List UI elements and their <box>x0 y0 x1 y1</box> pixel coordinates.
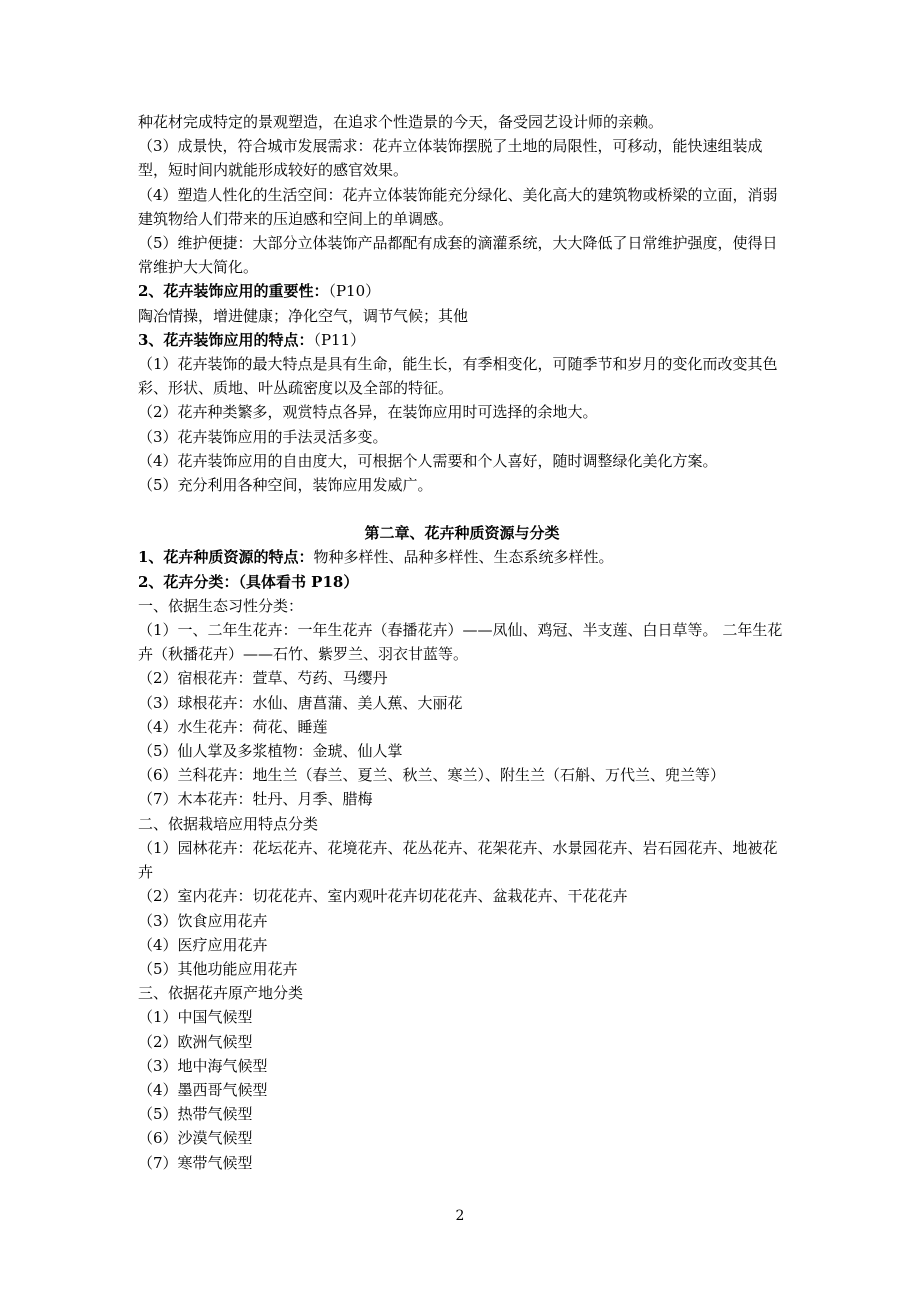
page-reference: （P10） <box>328 282 381 301</box>
subheading: 一、依据生态习性分类： <box>138 596 304 615</box>
list-item: （6）兰科花卉：地生兰（春兰、夏兰、秋兰、寒兰）、附生兰（石斛、万代兰、兜兰等） <box>138 766 726 785</box>
list-item: （2）欧洲气候型 <box>138 1032 253 1051</box>
list-item: （7）寒带气候型 <box>138 1153 253 1172</box>
list-item: （3）球根花卉：水仙、唐菖蒲、美人蕉、大丽花 <box>138 693 463 712</box>
paragraph: （5）维护便捷：大部分立体装饰产品都配有成套的滴灌系统，大大降低了日常维护强度，使得日常维护大大简化。 <box>138 234 778 277</box>
heading-text: 1、花卉种质资源的特点： <box>138 548 314 567</box>
section-heading-classification: 2、花卉分类：（具体看书 P18） <box>138 572 359 591</box>
page-reference: （P11） <box>313 330 366 349</box>
paragraph: 种花材完成特定的景观塑造，在追求个性造景的今天，备受园艺设计师的亲赖。 <box>138 113 664 131</box>
subheading: 三、依据花卉原产地分类 <box>138 984 304 1003</box>
section-heading-features <box>138 328 786 352</box>
paragraph: （3）成景快，符合城市发展需求：花卉立体装饰摆脱了土地的局限性，可移动，能快速组装成型，短时间内就能形成较好的感官效果。 <box>138 137 763 180</box>
list-item: （5）其他功能应用花卉 <box>138 959 298 978</box>
section-heading-resources <box>138 545 786 569</box>
list-item: （5）仙人掌及多浆植物：金琥、仙人掌 <box>138 742 403 761</box>
list-item: （1）中国气候型 <box>138 1008 253 1027</box>
paragraph-text: 物种多样性、品种多样性、生态系统多样性。 <box>313 548 614 567</box>
list-item: （4）墨西哥气候型 <box>138 1080 268 1099</box>
list-item: （3）花卉装饰应用的手法灵活多变。 <box>138 427 388 446</box>
paragraph: （4）塑造人性化的生活空间：花卉立体装饰能充分绿化、美化高大的建筑物或桥梁的立面，消弱建筑物给人们带来的压迫感和空间上的单调感。 <box>138 185 778 228</box>
list-item: （1）一、二年生花卉：一年生花卉（春播花卉）——凤仙、鸡冠、半支莲、白日草等。 二年生花卉（秋播花卉）——石竹、紫罗兰、羽衣甘蓝等。 <box>138 621 783 664</box>
paragraph: 陶冶情操，增进健康；净化空气，调节气候；其他 <box>138 306 469 325</box>
list-item: （4）花卉装饰应用的自由度大，可根据个人需要和个人喜好，随时调整绿化美化方案。 <box>138 451 718 470</box>
chapter-title: 第二章、花卉种质资源与分类 <box>364 524 560 543</box>
list-item: （4）医疗应用花卉 <box>138 935 268 954</box>
list-item: （5）充分利用各种空间，装饰应用发威广。 <box>138 476 433 495</box>
list-item: （5）热带气候型 <box>138 1105 253 1124</box>
list-item: （3）地中海气候型 <box>138 1056 268 1075</box>
heading-text: 2、花卉装饰应用的重要性： <box>138 282 329 301</box>
subheading: 二、依据栽培应用特点分类 <box>138 814 319 833</box>
list-item: （4）水生花卉：荷花、睡莲 <box>138 717 328 736</box>
list-item: （1）花卉装饰的最大特点是具有生命，能生长，有季相变化，可随季节和岁月的变化而改变其色彩、形状、质地、叶丛疏密度以及全部的特征。 <box>138 355 778 398</box>
list-item: （7）木本花卉：牡丹、月季、腊梅 <box>138 790 373 809</box>
list-item: （2）室内花卉：切花花卉、室内观叶花卉切花花卉、盆栽花卉、干花花卉 <box>138 887 628 906</box>
heading-text: 3、花卉装饰应用的特点： <box>138 330 314 349</box>
page-number: 2 <box>455 1208 465 1224</box>
list-item: （6）沙漠气候型 <box>138 1129 253 1148</box>
page-content <box>138 110 786 1175</box>
section-heading-importance <box>138 279 786 303</box>
list-item: （3）饮食应用花卉 <box>138 911 268 930</box>
list-item: （2）宿根花卉：萱草、芍药、马缨丹 <box>138 669 388 688</box>
list-item: （1）园林花卉：花坛花卉、花境花卉、花丛花卉、花架花卉、水景园花卉、岩石园花卉、地被花卉 <box>138 838 778 882</box>
list-item: （2）花卉种类繁多，观赏特点各异，在装饰应用时可选择的余地大。 <box>138 403 598 422</box>
